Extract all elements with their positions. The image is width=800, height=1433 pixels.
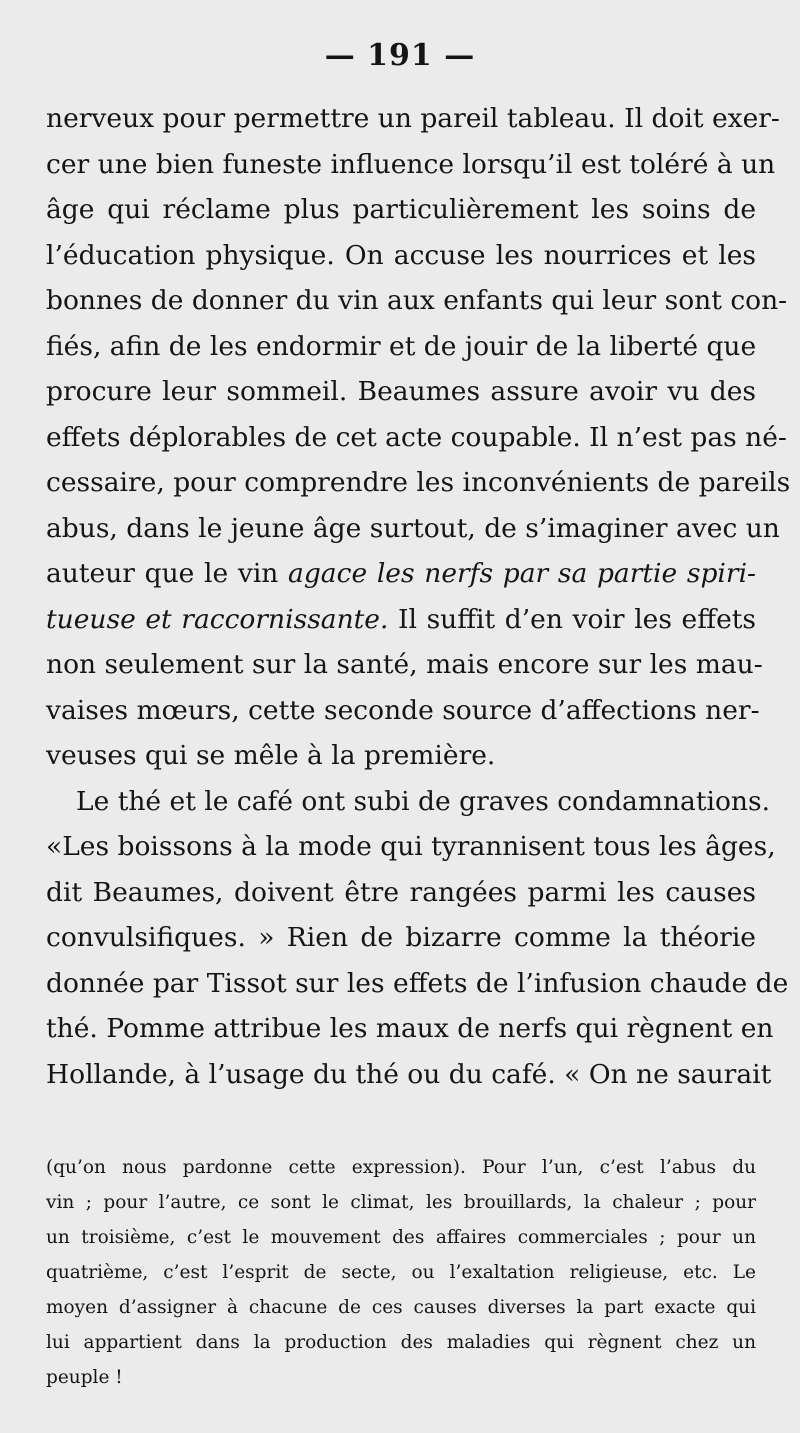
text-line [46,961,789,1007]
text-span: procure leur sommeil. Beaumes assure avoir vu des [46,376,756,407]
text-line [46,324,756,370]
text-line [46,187,756,233]
text-span: donnée par Tissot sur les effets de l’infusion chaude de [46,967,789,999]
text-span: dit Beaumes, doivent être rangées parmi les causes [46,876,756,908]
text-line [46,642,763,688]
text-line [46,278,788,324]
page-number: — 191 — [324,38,476,73]
text-span: «Les boissons à la mode qui tyrannisent tous les âges, [46,831,776,862]
text-line [46,733,756,779]
text-span: Le thé et le café ont subi de graves condamnations. [76,785,771,817]
text-span: vaises mœurs, cette seconde source d’affections ner- [46,694,760,726]
text-span: l’éducation physique. On accuse les nourrices et les [46,239,756,271]
text-span: cer une bien funeste influence lorsqu’il est toléré à un [46,148,776,180]
text-line [46,142,776,188]
text-line [46,96,780,142]
text-span: âge qui réclame plus particulièrement les soins de [46,194,756,225]
text-line [46,824,776,870]
text-line [46,233,756,279]
footnote-line: un troisième, c’est le mouvement des affaires commerciales ; pour un [46,1227,756,1248]
text-line [46,369,756,415]
footnote-line: quatrième, c’est l’esprit de secte, ou l’exaltation religieuse, etc. Le [46,1262,756,1283]
footnote-text [46,1150,756,1395]
text-span: cessaire, pour comprendre les inconvénients de pareils [46,467,791,498]
italic-text-span: tueuse et raccornissante. [46,603,389,635]
text-line [46,779,771,825]
text-span: bonnes de donner du vin aux enfants qui leur sont con- [46,285,788,316]
text-span: nerveux pour permettre un pareil tableau. Il doit exer- [46,103,780,134]
text-line [46,915,756,961]
footnote-line: vin ; pour l’autre, ce sont le climat, les brouillards, la chaleur ; pour [46,1192,756,1213]
text-line [46,688,760,734]
text-span: auteur que le vin [46,558,289,589]
text-span: non seulement sur la santé, mais encore sur les mau- [46,649,763,680]
text-line [46,870,756,916]
footnote-line: lui appartient dans la production des maladies qui règnent chez un [46,1332,756,1353]
text-line [46,415,787,461]
body-text [46,96,791,1097]
text-line [46,1052,772,1098]
italic-text-span: agace les nerfs par sa partie spiri- [288,558,756,589]
text-line [46,1006,774,1052]
text-span: thé. Pomme attribue les maux de nerfs qui règnent en [46,1013,774,1044]
text-line [46,551,756,597]
text-span: effets déplorables de cet acte coupable. Il n’est pas né- [46,421,787,453]
footnote-line: (qu’on nous pardonne cette expression). Pour l’un, c’est l’abus du [46,1157,756,1178]
text-span: Hollande, à l’usage du thé ou du café. « On ne saurait [46,1058,772,1090]
text-line [46,597,756,643]
text-span: convulsifiques. » Rien de bizarre comme la théorie [46,922,756,953]
text-span: Il suffit d’en voir les effets [388,603,756,635]
footnote-line: peuple ! [46,1367,123,1388]
text-span: fiés, afin de les endormir et de jouir de la liberté que [46,330,757,362]
text-line [46,506,780,552]
text-line [46,460,791,506]
text-span: abus, dans le jeune âge surtout, de s’imaginer avec un [46,512,780,544]
footnote-line: moyen d’assigner à chacune de ces causes diverses la part exacte qui [46,1297,756,1318]
text-span: veuses qui se mêle à la première. [46,740,496,771]
